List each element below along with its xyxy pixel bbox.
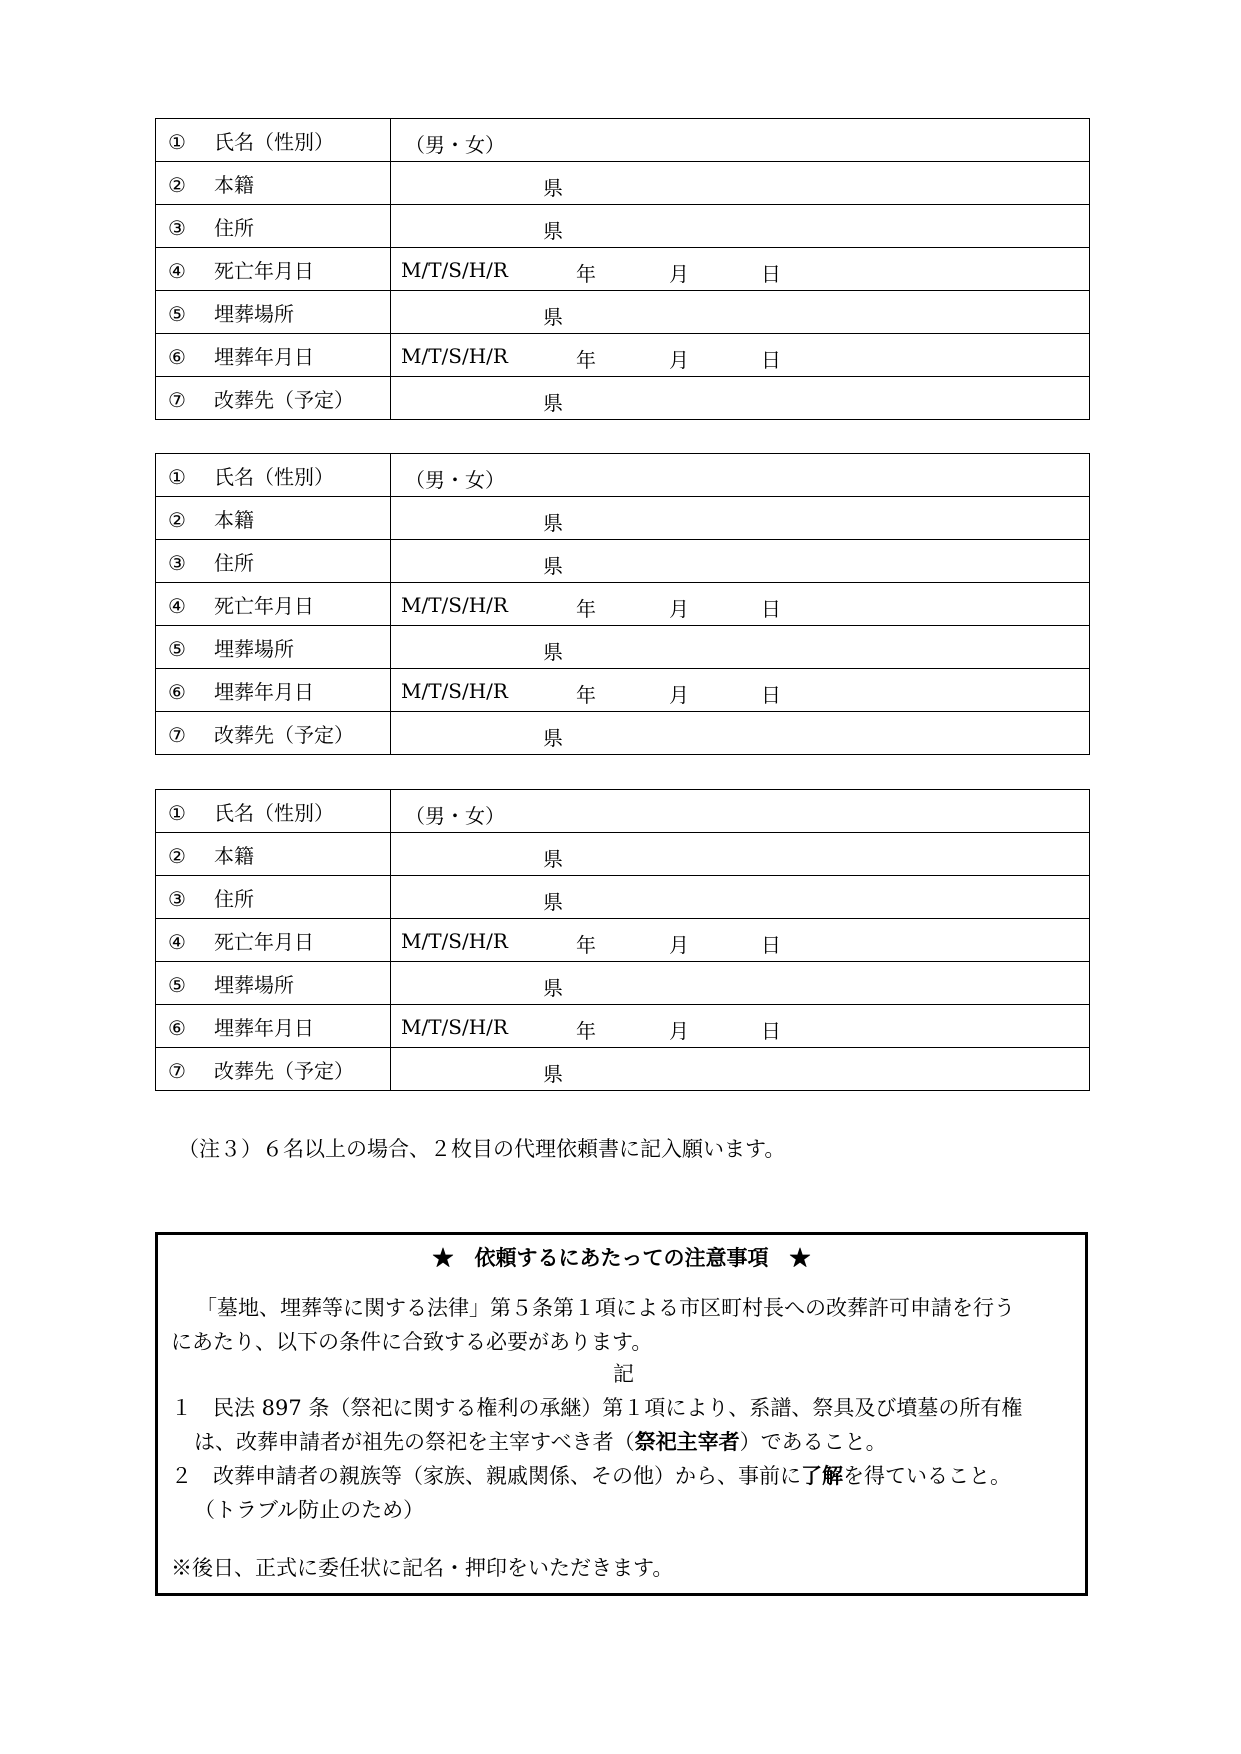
row-label: 死亡年月日 xyxy=(214,258,314,283)
table-row xyxy=(156,962,1090,1005)
row-label: 死亡年月日 xyxy=(214,593,314,618)
row-value-cell[interactable] xyxy=(391,334,1090,377)
row-number: ⑤ xyxy=(168,636,186,661)
row-label: 氏名（性別） xyxy=(214,464,334,489)
row-label-cell xyxy=(156,454,391,497)
year-suffix: 年 xyxy=(576,683,596,707)
row-number: ⑦ xyxy=(168,1058,186,1083)
notice-para1-line1: 「墓地、埋葬等に関する法律」第５条第１項による市区町村長への改葬許可申請を行う xyxy=(196,1296,1015,1320)
row-value-cell[interactable] xyxy=(391,919,1090,962)
row-label-cell xyxy=(156,205,391,248)
notice-item2-line1 xyxy=(171,1459,1011,1493)
row-value-cell[interactable] xyxy=(391,377,1090,420)
era-options: M/T/S/H/R xyxy=(401,679,508,703)
table-row xyxy=(156,919,1090,962)
notice-item2-line1-c: を得ていること。 xyxy=(843,1464,1011,1488)
notice-title: ★ 依頼するにあたっての注意事項 ★ xyxy=(432,1245,811,1270)
prefecture-suffix: 県 xyxy=(543,305,563,329)
month-suffix: 月 xyxy=(669,683,689,707)
notice-item1-line1: １ 民法 897 条（祭祀に関する権利の承継）第１項により、系譜、祭具及び墳墓の所有権 xyxy=(171,1396,1023,1420)
row-value-cell[interactable] xyxy=(391,497,1090,540)
row-value-cell[interactable] xyxy=(391,162,1090,205)
row-value-cell[interactable] xyxy=(391,119,1090,162)
prefecture-suffix: 県 xyxy=(543,176,563,200)
row-label: 改葬先（予定） xyxy=(214,722,354,747)
table-row xyxy=(156,540,1090,583)
day-suffix: 日 xyxy=(761,348,781,372)
row-value-cell[interactable] xyxy=(391,669,1090,712)
notice-footer: ※後日、正式に委任状に記名・押印をいただきます。 xyxy=(171,1556,674,1580)
row-label-cell xyxy=(156,712,391,755)
month-suffix: 月 xyxy=(669,933,689,957)
row-number: ⑤ xyxy=(168,301,186,326)
row-label: 埋葬年月日 xyxy=(214,679,314,704)
row-number: ① xyxy=(168,464,186,489)
row-number: ④ xyxy=(168,929,186,954)
year-suffix: 年 xyxy=(576,1019,596,1043)
row-label: 住所 xyxy=(214,886,254,911)
row-label: 氏名（性別） xyxy=(214,800,334,825)
notice-item1-line2-a: は、改葬申請者が祖先の祭祀を主宰すべき者（ xyxy=(194,1430,635,1454)
era-options: M/T/S/H/R xyxy=(401,258,508,282)
row-label-cell xyxy=(156,1048,391,1091)
day-suffix: 日 xyxy=(761,1019,781,1043)
row-number: ② xyxy=(168,507,186,532)
row-number: ⑥ xyxy=(168,679,186,704)
row-label-cell xyxy=(156,626,391,669)
prefecture-suffix: 県 xyxy=(543,391,563,415)
notice-para1-line2: にあたり、以下の条件に合致する必要があります。 xyxy=(171,1330,653,1354)
row-label: 本籍 xyxy=(214,507,254,532)
row-label: 埋葬年月日 xyxy=(214,344,314,369)
row-value-cell[interactable] xyxy=(391,712,1090,755)
row-label-cell xyxy=(156,248,391,291)
row-number: ② xyxy=(168,172,186,197)
table-row xyxy=(156,334,1090,377)
row-number: ⑦ xyxy=(168,387,186,412)
day-suffix: 日 xyxy=(761,597,781,621)
gender-choice: （男・女） xyxy=(405,133,505,157)
table-row xyxy=(156,454,1090,497)
table-row xyxy=(156,291,1090,334)
row-label: 埋葬場所 xyxy=(214,636,294,661)
table-row xyxy=(156,626,1090,669)
row-value-cell[interactable] xyxy=(391,248,1090,291)
row-label-cell xyxy=(156,497,391,540)
row-label: 埋葬場所 xyxy=(214,972,294,997)
row-label: 住所 xyxy=(214,215,254,240)
month-suffix: 月 xyxy=(669,597,689,621)
year-suffix: 年 xyxy=(576,348,596,372)
note-3: （注３）６名以上の場合、２枚目の代理依頼書に記入願います。 xyxy=(178,1137,786,1161)
row-value-cell[interactable] xyxy=(391,1005,1090,1048)
era-options: M/T/S/H/R xyxy=(401,593,508,617)
row-label: 埋葬年月日 xyxy=(214,1015,314,1040)
row-label: 本籍 xyxy=(214,172,254,197)
row-value-cell[interactable] xyxy=(391,626,1090,669)
row-value-cell[interactable] xyxy=(391,790,1090,833)
table-row xyxy=(156,497,1090,540)
row-label-cell xyxy=(156,919,391,962)
day-suffix: 日 xyxy=(761,933,781,957)
notice-item2-line2: （トラブル防止のため） xyxy=(194,1498,425,1522)
table-row xyxy=(156,205,1090,248)
notice-ki: 記 xyxy=(613,1362,634,1386)
row-label-cell xyxy=(156,583,391,626)
notice-item2-line1-a: ２ 改葬申請者の親族等（家族、親戚関係、その他）から、事前に xyxy=(171,1464,801,1488)
notice-item1-line2-c: ）であること。 xyxy=(739,1430,887,1454)
row-label: 住所 xyxy=(214,550,254,575)
row-label-cell xyxy=(156,790,391,833)
prefecture-suffix: 県 xyxy=(543,726,563,750)
month-suffix: 月 xyxy=(669,262,689,286)
table-row xyxy=(156,790,1090,833)
row-number: ④ xyxy=(168,258,186,283)
day-suffix: 日 xyxy=(761,262,781,286)
notice-box xyxy=(155,1232,1088,1596)
row-label-cell xyxy=(156,876,391,919)
prefecture-suffix: 県 xyxy=(543,640,563,664)
row-label-cell xyxy=(156,334,391,377)
row-label: 氏名（性別） xyxy=(214,129,334,154)
table-row xyxy=(156,162,1090,205)
gender-choice: （男・女） xyxy=(405,804,505,828)
row-number: ⑥ xyxy=(168,1015,186,1040)
row-number: ③ xyxy=(168,550,186,575)
era-options: M/T/S/H/R xyxy=(401,344,508,368)
deceased-table-2 xyxy=(155,453,1090,755)
table-row xyxy=(156,1005,1090,1048)
row-number: ① xyxy=(168,800,186,825)
row-value-cell[interactable] xyxy=(391,962,1090,1005)
table-row xyxy=(156,377,1090,420)
table-row xyxy=(156,248,1090,291)
month-suffix: 月 xyxy=(669,1019,689,1043)
row-label-cell xyxy=(156,119,391,162)
row-label: 改葬先（予定） xyxy=(214,387,354,412)
row-number: ③ xyxy=(168,886,186,911)
prefecture-suffix: 県 xyxy=(543,1062,563,1086)
prefecture-suffix: 県 xyxy=(543,554,563,578)
row-value-cell[interactable] xyxy=(391,205,1090,248)
row-label-cell xyxy=(156,962,391,1005)
row-value-cell[interactable] xyxy=(391,1048,1090,1091)
row-number: ⑤ xyxy=(168,972,186,997)
row-label: 本籍 xyxy=(214,843,254,868)
deceased-table-3 xyxy=(155,789,1090,1091)
year-suffix: 年 xyxy=(576,597,596,621)
row-label-cell xyxy=(156,540,391,583)
row-number: ⑥ xyxy=(168,344,186,369)
row-value-cell[interactable] xyxy=(391,291,1090,334)
row-value-cell[interactable] xyxy=(391,454,1090,497)
prefecture-suffix: 県 xyxy=(543,847,563,871)
row-number: ③ xyxy=(168,215,186,240)
row-number: ⑦ xyxy=(168,722,186,747)
row-label-cell xyxy=(156,377,391,420)
row-label-cell xyxy=(156,162,391,205)
notice-item1-emphasis: 祭祀主宰者 xyxy=(634,1429,740,1454)
year-suffix: 年 xyxy=(576,933,596,957)
table-row xyxy=(156,876,1090,919)
row-value-cell[interactable] xyxy=(391,833,1090,876)
row-label-cell xyxy=(156,1005,391,1048)
row-label: 埋葬場所 xyxy=(214,301,294,326)
year-suffix: 年 xyxy=(576,262,596,286)
row-number: ① xyxy=(168,129,186,154)
month-suffix: 月 xyxy=(669,348,689,372)
row-number: ② xyxy=(168,843,186,868)
row-label: 改葬先（予定） xyxy=(214,1058,354,1083)
table-row xyxy=(156,712,1090,755)
table-row xyxy=(156,669,1090,712)
notice-item2-emphasis: 了解 xyxy=(801,1463,843,1488)
table-row xyxy=(156,833,1090,876)
row-label-cell xyxy=(156,833,391,876)
era-options: M/T/S/H/R xyxy=(401,1015,508,1039)
table-row xyxy=(156,1048,1090,1091)
row-number: ④ xyxy=(168,593,186,618)
row-value-cell[interactable] xyxy=(391,540,1090,583)
row-label-cell xyxy=(156,669,391,712)
notice-item1-line2 xyxy=(194,1425,887,1459)
gender-choice: （男・女） xyxy=(405,468,505,492)
prefecture-suffix: 県 xyxy=(543,976,563,1000)
table-row xyxy=(156,583,1090,626)
day-suffix: 日 xyxy=(761,683,781,707)
row-value-cell[interactable] xyxy=(391,583,1090,626)
era-options: M/T/S/H/R xyxy=(401,929,508,953)
deceased-table-1 xyxy=(155,118,1090,420)
prefecture-suffix: 県 xyxy=(543,219,563,243)
row-label-cell xyxy=(156,291,391,334)
prefecture-suffix: 県 xyxy=(543,511,563,535)
row-label: 死亡年月日 xyxy=(214,929,314,954)
row-value-cell[interactable] xyxy=(391,876,1090,919)
table-row xyxy=(156,119,1090,162)
prefecture-suffix: 県 xyxy=(543,890,563,914)
